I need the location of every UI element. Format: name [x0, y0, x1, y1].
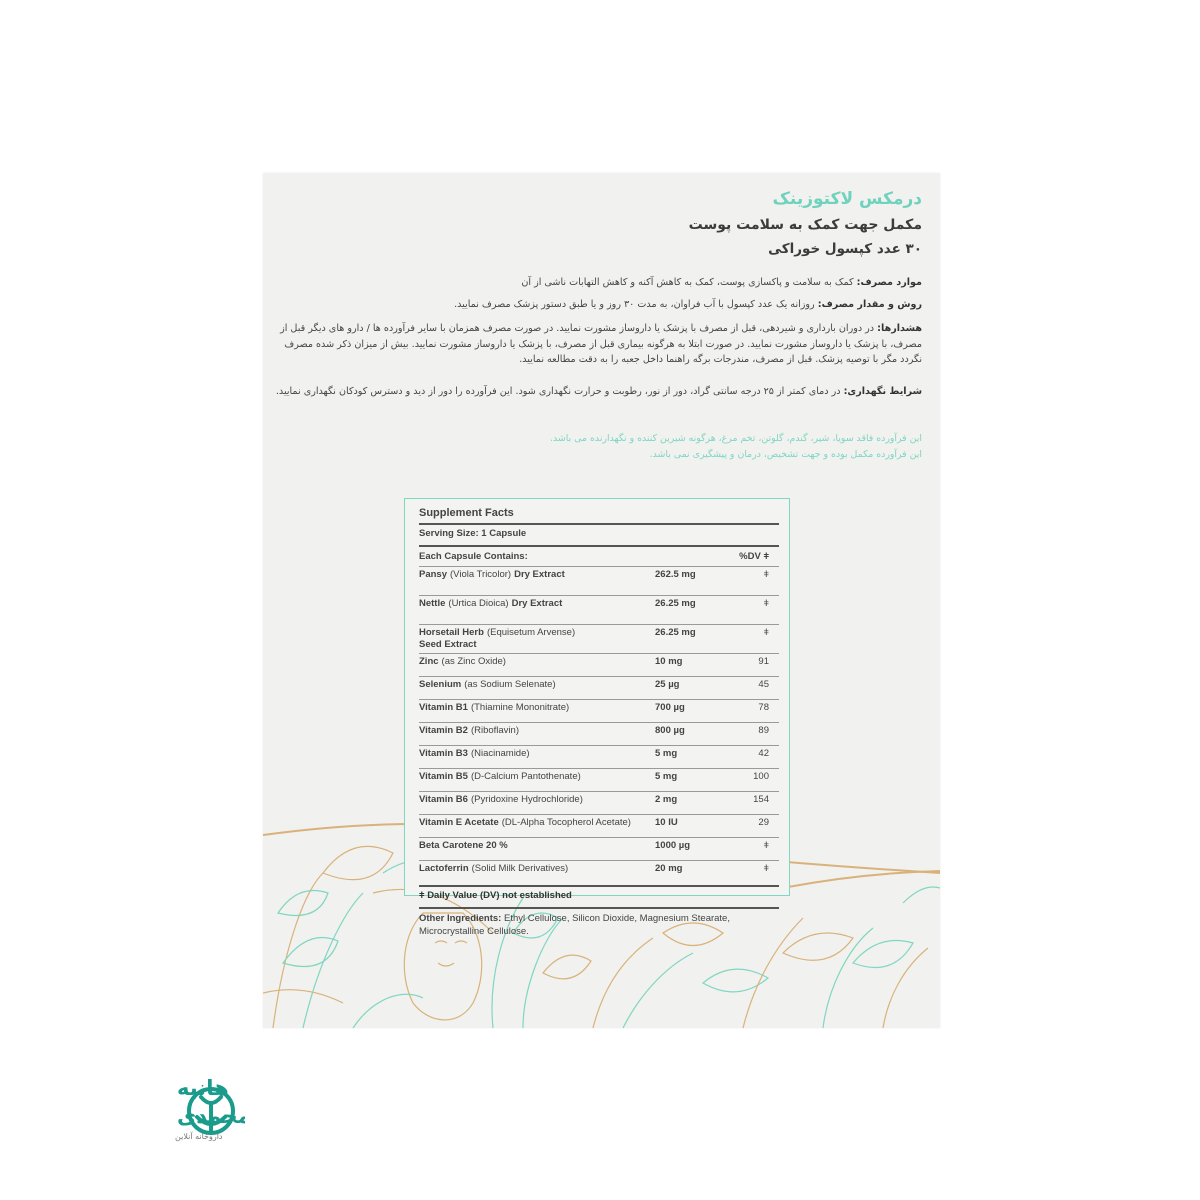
warnings-text: در دوران بارداری و شیردهی، قبل از مصرف با پزشک یا داروساز مشورت نمایید. در صورت مصرف همزمان با سایر فرآورده ها / دارو های دیگر قبل از مصرف، با پزشک یا داروساز مشورت نمایید. در صورت ابتلا به هرگونه بیماری قبل از مصرف، با پزشک یا داروساز مشورت نمایید. بیش از میزان ذکر شده مصرف نگردد مگر با توصیه پزشک. قبل از مصرف، مندرجات برگه راهنما داخل جعبه را به دقت مطالعه نمایید. — [280, 323, 922, 365]
nutrient-name: Vitamin B1 — [419, 702, 468, 713]
facts-row — [419, 746, 779, 768]
nutrient-source: (Niacinamide) — [470, 748, 530, 759]
facts-row — [419, 567, 779, 595]
nutrient-amount: 26.25 mg — [655, 627, 696, 638]
facts-row — [419, 700, 779, 722]
facts-row — [419, 838, 779, 860]
nutrient-dv: ǂ — [763, 627, 769, 638]
nutrient-dv: ǂ — [763, 840, 769, 851]
nutrient-name: Beta Carotene 20 % — [419, 840, 508, 851]
dosage-label: روش و مقدار مصرف: — [817, 299, 922, 310]
nutrient-amount: 700 µg — [655, 702, 685, 713]
nutrient-source: (D-Calcium Pantothenate) — [470, 771, 581, 782]
warnings-label: هشدارها: — [877, 323, 922, 334]
each-capsule-label: Each Capsule Contains: — [419, 551, 528, 562]
nutrient-amount: 800 µg — [655, 725, 685, 736]
facts-row — [419, 861, 779, 883]
nutrient-source: (DL-Alpha Tocopherol Acetate) — [501, 817, 631, 828]
nutrient-amount: 1000 µg — [655, 840, 691, 851]
nutrient-name: Zinc — [419, 656, 439, 667]
nutrient-name: Vitamin E Acetate — [419, 817, 499, 828]
nutrient-source: (Viola Tricolor) — [450, 569, 512, 580]
dosage-text: روزانه یک عدد کپسول با آب فراوان، به مدت ۳۰ روز و یا طبق دستور پزشک مصرف نمایید. — [454, 299, 815, 310]
facts-row — [419, 596, 779, 624]
nutrient-amount: 10 mg — [655, 656, 683, 667]
nutrient-source: (Equisetum Arvense) — [486, 627, 576, 638]
other-ingredients-label: Other Ingredients: — [419, 913, 502, 924]
nutrient-source: (as Sodium Selenate) — [464, 679, 556, 690]
nutrient-dv: 91 — [758, 656, 769, 667]
nutrient-name: Vitamin B5 — [419, 771, 468, 782]
supplement-facts-panel — [404, 498, 790, 937]
nutrient-source: (Urtica Dioica) — [448, 598, 509, 609]
facts-row — [419, 723, 779, 745]
nutrient-form: Dry Extract — [511, 598, 563, 609]
nutrient-dv: ǂ — [763, 598, 769, 609]
nutrient-dv: ǂ — [763, 863, 769, 874]
storage-label: شرایط نگهداری: — [843, 386, 922, 397]
facts-row — [419, 792, 779, 814]
product-subtitle: مکمل جهت کمک به سلامت پوست — [688, 217, 922, 233]
nutrient-amount: 2 mg — [655, 794, 678, 805]
nutrient-dv: 100 — [753, 771, 769, 782]
nutrient-amount: 20 mg — [655, 863, 683, 874]
facts-row — [419, 677, 779, 699]
nutrient-source: (Thiamine Mononitrate) — [470, 702, 570, 713]
capsule-count: ۳۰ عدد کپسول خوراکی — [768, 241, 922, 257]
product-notes — [275, 431, 922, 462]
dv-header: %DV ǂ — [739, 551, 769, 562]
nutrient-source: (Riboflavin) — [470, 725, 519, 736]
facts-row — [419, 815, 779, 837]
facts-rows — [419, 567, 779, 883]
nutrient-name: Lactoferrin — [419, 863, 469, 874]
supplement-facts-title: Supplement Facts — [419, 507, 514, 519]
nutrient-name: Vitamin B6 — [419, 794, 468, 805]
nutrient-dv: 89 — [758, 725, 769, 736]
other-ingredients — [419, 909, 779, 938]
nutrient-dv: 45 — [758, 679, 769, 690]
nutrient-amount: 262.5 mg — [655, 569, 696, 580]
nutrient-source: (Solid Milk Derivatives) — [471, 863, 569, 874]
dv-footnote: ǂ Daily Value (DV) not established — [419, 890, 572, 901]
nutrient-amount: 5 mg — [655, 748, 678, 759]
storage-text: در دمای کمتر از ۲۵ درجه سانتی گراد، دور از نور، رطوبت و حرارت نگهداری شود. این فرآورده را دور از دید و دسترس کودکان نگهداری نمایید. — [275, 386, 841, 397]
nutrient-name: Vitamin B2 — [419, 725, 468, 736]
nutrient-source: (as Zinc Oxide) — [441, 656, 506, 667]
uses-label: موارد مصرف: — [856, 277, 922, 288]
nutrient-amount: 25 µg — [655, 679, 680, 690]
brand-name-line1: هانیه — [177, 1076, 229, 1100]
nutrient-amount: 26.25 mg — [655, 598, 696, 609]
nutrient-form: Dry Extract — [514, 569, 565, 580]
warnings-paragraph — [275, 321, 922, 368]
brand-tagline: داروخانه آنلاین — [175, 1132, 223, 1141]
brand-name-line2: محمدی — [177, 1104, 245, 1128]
dosage-paragraph — [275, 297, 922, 313]
nutrient-dv: ǂ — [763, 569, 769, 580]
nutrient-dv: 42 — [758, 748, 769, 759]
nutrient-source: (Pyridoxine Hydrochloride) — [470, 794, 583, 805]
nutrient-form: Seed Extract — [419, 639, 477, 650]
serving-size: Serving Size: 1 Capsule — [419, 528, 527, 539]
nutrient-amount: 5 mg — [655, 771, 678, 782]
uses-paragraph — [275, 275, 922, 291]
nutrient-dv: 154 — [753, 794, 769, 805]
note-disclaimer: این فرآورده مکمل بوده و جهت تشخیص، درمان و پیشگیری نمی باشد. — [649, 448, 922, 460]
other-ingredients-text: Ethyl Cellulose, Silicon Dioxide, Magnesium Stearate, Microcrystalline Cellulose. — [419, 913, 730, 937]
facts-row — [419, 769, 779, 791]
nutrient-dv: 78 — [758, 702, 769, 713]
nutrient-name: Selenium — [419, 679, 462, 690]
nutrient-name: Horsetail Herb — [419, 627, 484, 638]
facts-row — [419, 625, 779, 653]
nutrient-name: Vitamin B3 — [419, 748, 468, 759]
product-title: درمکس لاکتوزینک — [772, 189, 922, 209]
product-box-back — [263, 173, 940, 1028]
nutrient-name: Nettle — [419, 598, 446, 609]
note-allergens: این فرآورده فاقد سویا، شیر، گندم، گلوتن، تخم مرغ، هرگونه شیرین کننده و نگهدارنده می باشد. — [549, 433, 922, 444]
facts-row — [419, 654, 779, 676]
storage-paragraph — [275, 384, 922, 400]
nutrient-name: Pansy — [419, 569, 447, 580]
each-capsule-header — [419, 547, 779, 566]
pharmacy-logo-mark — [55, 1073, 245, 1145]
nutrient-dv: 29 — [758, 817, 769, 828]
uses-text: کمک به سلامت و پاکسازی پوست، کمک به کاهش آکنه و کاهش التهابات ناشی از آن — [521, 277, 854, 288]
pharmacy-logo — [55, 1073, 245, 1145]
nutrient-amount: 10 IU — [655, 817, 678, 828]
